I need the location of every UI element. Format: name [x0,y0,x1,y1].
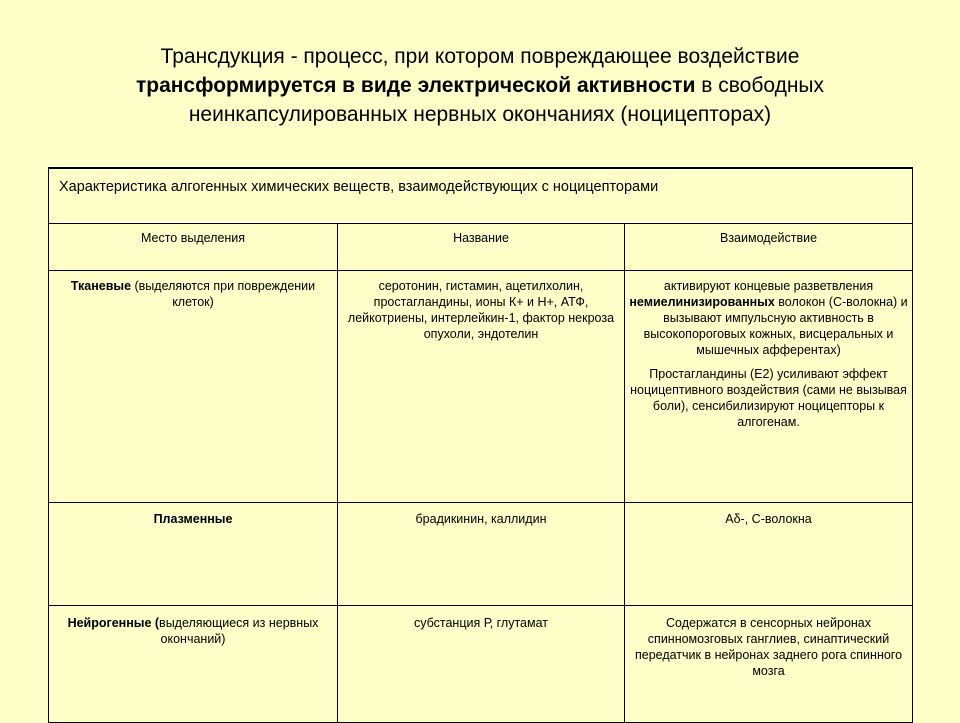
interaction-text-a: активируют концевые разветвления [663,279,874,293]
table-row-plasma [49,503,913,606]
header-name: Название [338,224,625,271]
cell-place [49,271,338,503]
table-caption: Характеристика алгогенных химических веществ, взаимодействующих с ноцицепторами [49,168,913,224]
table-row-neurogenic [49,606,913,723]
header-place: Место выделения [49,224,338,271]
header-interaction: Взаимодействие [625,224,913,271]
cell-name: серотонин, гистамин, ацетилхолин, простагландины, ионы К+ и Н+, АТФ, лейкотриены, интерлейкин-1, фактор некроза опухоли, эндотелин [338,271,625,503]
table-header-row [49,224,913,271]
title-line-1: Трансдукция - процесс, при котором повреждающее воздействие [160,45,800,68]
place-bold: Тканевые [70,279,132,293]
title-line-3: неинкапсулированных нервных окончаниях (ноцицепторах) [188,103,772,126]
cell-name: субстанция Р, глутамат [338,606,625,723]
cell-name: брадикинин, каллидин [338,503,625,606]
title-bold-phrase: трансформируется в виде электрической активности [135,74,696,97]
title-line-2-rest: в свободных [695,74,825,97]
cell-interaction [625,271,913,503]
place-rest: (выделяются при повреждении клеток) [131,279,316,309]
cell-interaction: Аδ-, С-волокна [625,503,913,606]
slide-title [60,42,900,129]
interaction-bold: немиелинизированных [629,295,775,309]
place-bold: Нейрогенные ( [67,616,160,630]
algogen-table [48,167,913,723]
interaction-paragraph-1 [629,278,908,358]
interaction-text-b: волокон (С-волокна) и вызывают импульсную активность в высокопороговых кожных, висцеральных и мышечных афферентах) [643,295,908,357]
cell-interaction: Содержатся в сенсорных нейронах спинномозговых ганглиев, синаптический передатчик в нейронах заднего рога спинного мозга [625,606,913,723]
cell-place [49,606,338,723]
place-bold: Плазменные [153,512,233,526]
interaction-paragraph-2: Простагландины (Е2) усиливают эффект ноцицептивного воздействия (сами не вызывая боли), сенсибилизируют ноцицепторы к алгогенам. [630,367,907,429]
table-row-tissue [49,271,913,503]
cell-place [49,503,338,606]
place-rest: выделяющиеся из нервных окончаний) [159,616,319,646]
